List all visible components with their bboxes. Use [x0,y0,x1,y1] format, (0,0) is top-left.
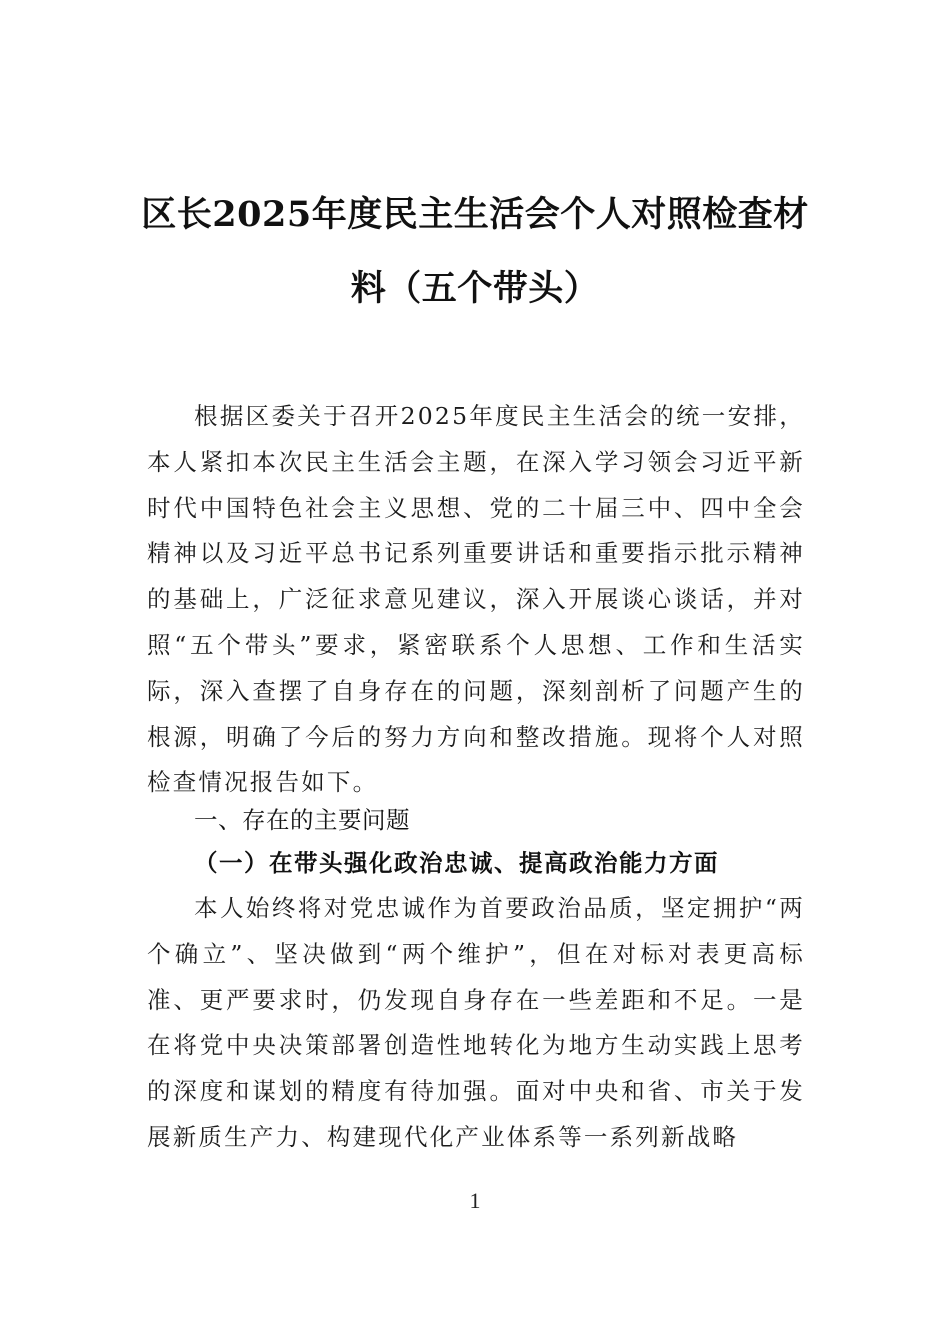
document-title-line-2: 料（五个带头） [350,268,600,309]
section-heading: 一、存在的主要问题 [194,806,410,834]
intro-paragraph: 根据区委关于召开2025年度民主生活会的统一安排，本人紧扣本次民主生活会主题，在深入学习领会习近平新时代中国特色社会主义思想、党的二十届三中、四中全会精神以及习近平总书记系列重要讲话和重要指示批示精神的基础上，广泛征求意见建议，深入开展谈心谈话，并对照“五个带头”要求，紧密联系个人思想、工作和生活实际，深入查摆了自身存在的问题，深刻剖析了问题产生的根源，明确了今后的努力方向和整改措施。现将个人对照检查情况报告如下。 [147,402,805,797]
page-number: 1 [469,1188,481,1213]
subsection-heading: （一）在带头强化政治忠诚、提高政治能力方面 [194,849,719,877]
subsection-paragraph: 本人始终将对党忠诚作为首要政治品质，坚定拥护“两个确立”、坚决做到“两个维护”，但在对标对表更高标准、更严要求时，仍发现自身存在一些差距和不足。一是在将党中央决策部署创造性地转化为地方生动实践上思考的深度和谋划的精度有待加强。面对中央和省、市关于发展新质生产力、构建现代化产业体系等一系列新战略 [147,894,805,1151]
document-title-line-1: 区长2025年度民主生活会个人对照检查材 [141,194,809,235]
